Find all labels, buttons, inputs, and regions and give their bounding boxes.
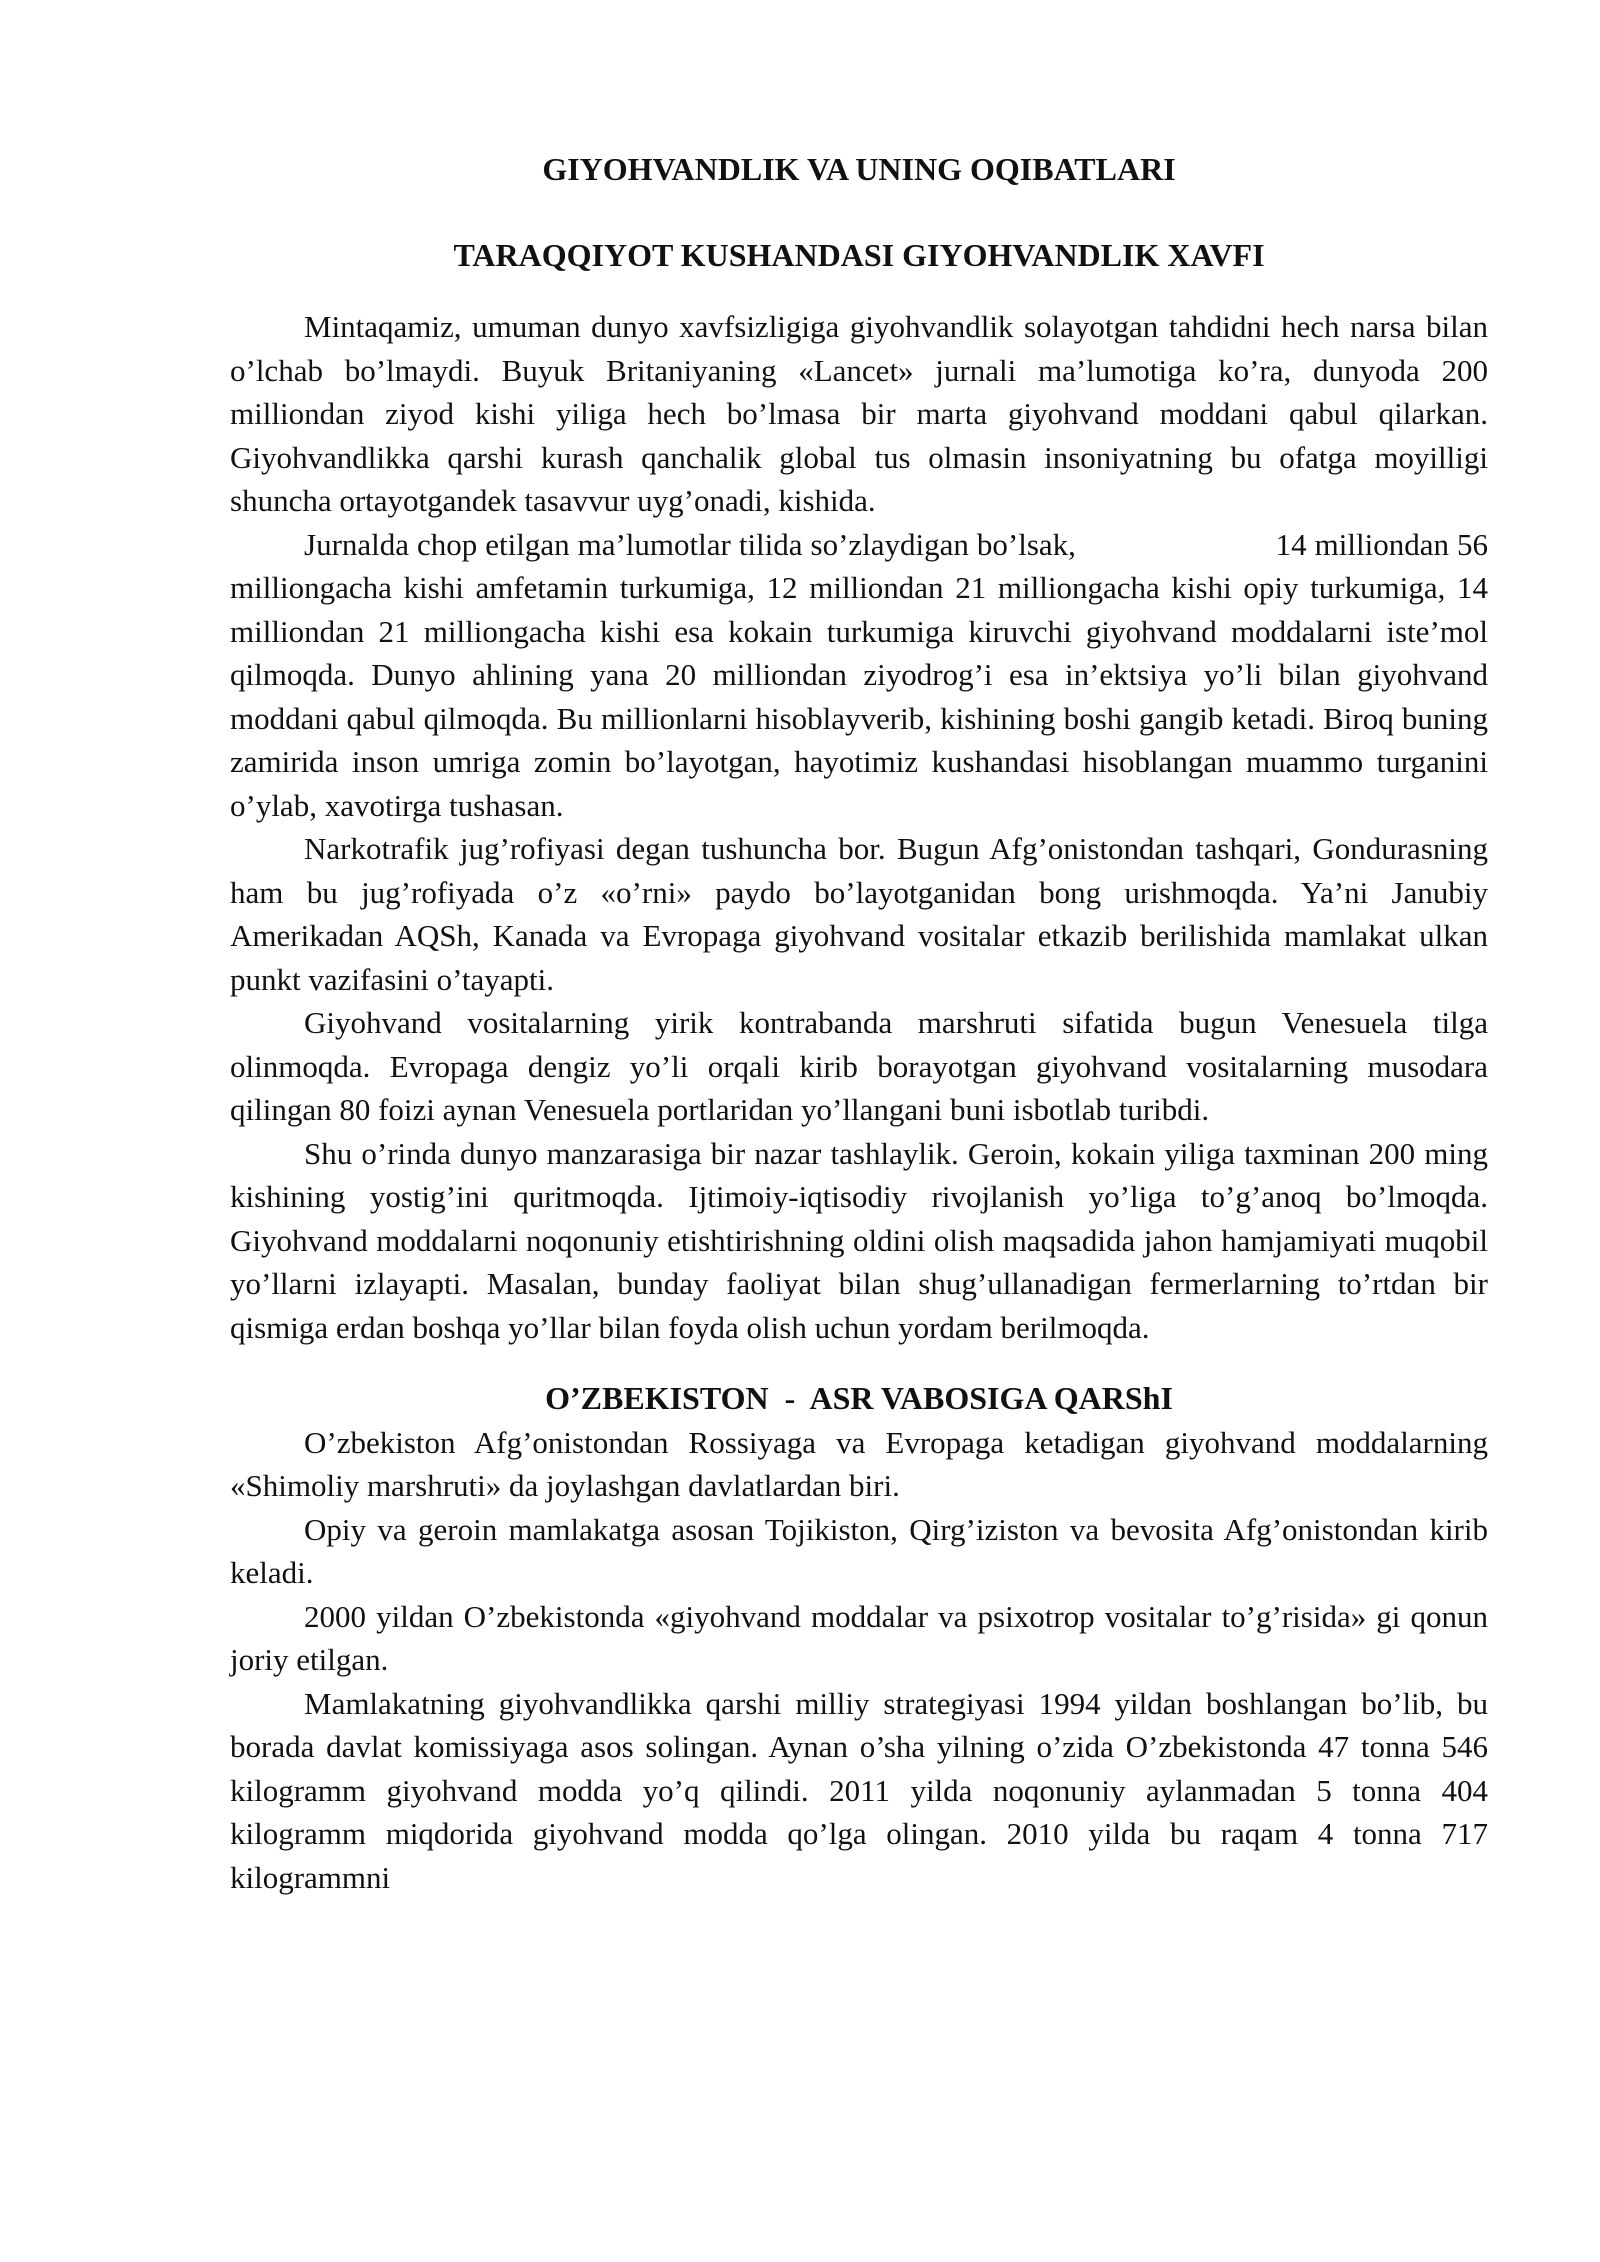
paragraph: Narkotrafik jug’rofiyasi degan tushuncha bor. Bugun Afg’onistondan tashqari, Gondurasning ham bu jug’rofiyada o’z «o’rni» paydo bo’layotganidan bong urishmoqda. Ya’ni Janubiy Amerikadan AQSh, Kanada va Evropaga giyohvand vositalar etkazib berilishida mamlakat ulkan punkt vazifasini o’tayapti.: [230, 831, 1488, 997]
document-title: GIYOHVANDLIK VA UNING OQIBATLARI: [542, 151, 1176, 187]
paragraph: Mintaqamiz, umuman dunyo xavfsizligiga giyohvandlik solayotgan tahdidni hech narsa bilan o’lchab bo’lmaydi. Buyuk Britaniyaning «Lancet» jurnali ma’lumotiga ko’ra, dunyoda 200 milliondan ziyod kishi yiliga hech bo’lmasa bir marta giyohvand moddani qabul qilarkan. Giyohvandlikka qarshi kurash qanchalik global tus olmasin insoniyatning bu ofatga moyilligi shuncha ortayotgandek tasavvur uyg’onadi, kishida.: [230, 309, 1488, 518]
paragraph: Jurnalda chop etilgan ma’lumotlar tilida so’zlaydigan bo’lsak, 14 milliondan 56 milliongacha kishi amfetamin turkumiga, 12 milliondan 21 milliongacha kishi opiy turkumiga, 14 milliondan 21 milliongacha kishi esa kokain turkumiga kiruvchi giyohvand moddalarni iste’mol qilmoqda. Dunyo ahlining yana 20 milliondan ziyodrog’i esa in’ektsiya yo’li bilan giyohvand moddani qabul qilmoqda. Bu millionlarni hisoblayverib, kishining boshi gangib ketadi. Biroq buning zamirida inson umriga zomin bo’layotgan, hayotimiz kushandasi hisoblangan muammo turganini o’ylab, xavotirga tushasan.: [230, 526, 1496, 823]
section-paragraph: Opiy va geroin mamlakatga asosan Tojikiston, Qirg’iziston va bevosita Afg’onistondan kirib keladi.: [230, 1511, 1488, 1590]
section-paragraph: O’zbekiston Afg’onistondan Rossiyaga va Evropaga ketadigan giyohvand moddalarning «Shimoliy marshruti» da joylashgan davlatlardan biri.: [230, 1424, 1488, 1503]
paragraph: Giyohvand vositalarning yirik kontrabanda marshruti sifatida bugun Venesuela tilga olinmoqda. Evropaga dengiz yo’li orqali kirib borayotgan giyohvand vositalarning musodara qilingan 80 foizi aynan Venesuela portlaridan yo’llangani buni isbotlab turibdi.: [230, 1005, 1488, 1127]
section-paragraph: 2000 yildan O’zbekistonda «giyohvand moddalar va psixotrop vositalar to’g’risida» gi qonun joriy etilgan.: [230, 1598, 1488, 1677]
document-subtitle: TARAQQIYOT KUSHANDASI GIYOHVANDLIK XAVFI: [453, 236, 1265, 273]
paragraph: Shu o’rinda dunyo manzarasiga bir nazar tashlaylik. Geroin, kokain yiliga taxminan 200 ming kishining yostig’ini quritmoqda. Ijtimoiy-iqtisodiy rivojlanish yo’liga to’g’anoq bo’lmoqda. Giyohvand moddalarni noqonuniy etishtirishning oldini olish maqsadida jahon hamjamiyati muqobil yo’llarni izlayapti. Masalan, bunday faoliyat bilan shug’ullanadigan fermerlarning to’rtdan bir qismiga erdan boshqa yo’llar bilan foyda olish uchun yordam berilmoqda.: [230, 1135, 1488, 1345]
section-paragraph: Mamlakatning giyohvandlikka qarshi milliy strategiyasi 1994 yildan boshlangan bo’lib, bu borada davlat komissiyaga asos solingan. Aynan o’sha yilning o’zida O’zbekistonda 47 tonna 546 kilogramm giyohvand modda yo’q qilindi. 2011 yilda noqonuniy aylanmadan 5 tonna 404 kilogramm miqdorida giyohvand modda qo’lga olingan. 2010 yilda bu raqam 4 tonna 717 kilogrammni: [230, 1685, 1488, 1895]
section-title: O’ZBEKISTON - ASR VABOSIGA QARShI: [545, 1380, 1173, 1416]
document-page: [230, 148, 1496, 1899]
